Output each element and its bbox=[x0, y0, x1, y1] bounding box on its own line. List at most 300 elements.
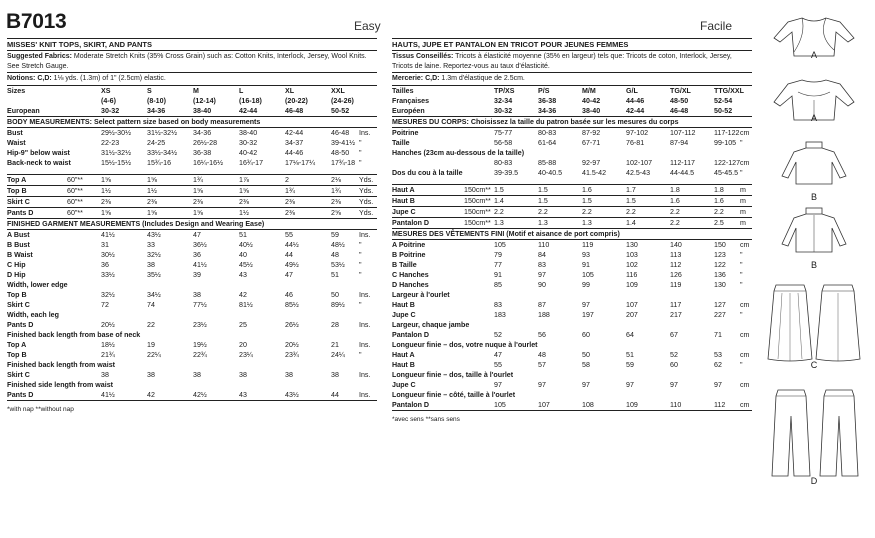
en-footnote: *with nap **without nap bbox=[7, 406, 74, 413]
row-label: Haut B bbox=[392, 301, 415, 309]
unit-cell: " bbox=[359, 138, 362, 147]
unit-cell: " bbox=[740, 311, 743, 319]
value-cell: 1.4 bbox=[626, 218, 670, 229]
value-cell: 112 bbox=[670, 261, 682, 269]
value-cell: 25 bbox=[239, 321, 247, 329]
value-cell: 97 bbox=[670, 381, 678, 389]
value-cell: 1.8 bbox=[670, 185, 714, 196]
view-d-pants-drawings bbox=[762, 388, 866, 480]
value-cell: 127 bbox=[714, 301, 726, 309]
value-cell: 80-83 bbox=[494, 158, 513, 167]
value-cell: 97 bbox=[538, 271, 546, 279]
value-cell: 81½ bbox=[239, 301, 253, 309]
value-cell: 99-105 bbox=[714, 138, 737, 147]
value-cell: 56-58 bbox=[494, 138, 513, 147]
value-cell: 1.5 bbox=[494, 185, 538, 196]
value-cell: 48 bbox=[538, 351, 546, 359]
en-fabrics: Suggested Fabrics: Moderate Stretch Knits (35% Cross Grain) such as: Cotton Knits, Interlock, Jersey, Wool Knits. See Stretch Gauge. bbox=[7, 53, 367, 70]
value-cell: 119 bbox=[670, 281, 682, 289]
value-cell: 33½-34½ bbox=[147, 148, 177, 157]
value-cell: 1.5 bbox=[582, 196, 626, 207]
value-cell: 1.5 bbox=[626, 196, 670, 207]
value-cell: 15¾-16 bbox=[147, 158, 172, 167]
row-label: Dos du cou à la taille bbox=[392, 168, 463, 177]
value-cell: 32½ bbox=[147, 251, 161, 259]
row-label: Pantalon D bbox=[392, 218, 464, 229]
value-cell: 122 bbox=[714, 261, 726, 269]
value-cell: 34½ bbox=[147, 291, 161, 299]
value-cell: 34-37 bbox=[285, 138, 304, 147]
value-cell: 38 bbox=[101, 371, 109, 379]
value-cell: 47 bbox=[494, 351, 502, 359]
size-code: S bbox=[147, 85, 193, 96]
value-cell: 40-42 bbox=[239, 148, 258, 157]
value-cell: 150 bbox=[714, 241, 726, 249]
sizes-label: Tailles bbox=[392, 85, 494, 96]
view-label: B bbox=[810, 192, 817, 202]
value-cell: 126 bbox=[670, 271, 682, 279]
view-label: B bbox=[810, 260, 817, 270]
value-cell: 44 bbox=[285, 251, 293, 259]
unit-cell: " bbox=[359, 241, 362, 249]
value-cell: 197 bbox=[582, 311, 594, 319]
value-cell: 43½ bbox=[147, 231, 161, 239]
value-cell: 117-122 bbox=[714, 128, 740, 137]
unit-cell: Yds. bbox=[359, 175, 377, 186]
value-cell: 38 bbox=[147, 261, 155, 269]
value-cell: 1¾ bbox=[193, 175, 239, 186]
value-cell: 112-117 bbox=[670, 158, 695, 167]
unit-cell bbox=[740, 106, 752, 117]
row-label: Poitrine bbox=[392, 128, 419, 137]
value-cell: 48-50 bbox=[331, 148, 350, 157]
value-cell: 59 bbox=[331, 231, 339, 239]
row-label: B Poitrine bbox=[392, 251, 426, 259]
size-francaises: 36-38 bbox=[538, 96, 557, 105]
row-label: A Bust bbox=[7, 231, 30, 239]
value-cell: 119 bbox=[582, 241, 594, 249]
value-cell: 77 bbox=[494, 261, 502, 269]
fabric-width: 150cm** bbox=[464, 218, 494, 229]
unit-cell: " bbox=[359, 351, 362, 359]
value-cell: 97 bbox=[494, 381, 502, 389]
view-c-skirt-drawings bbox=[762, 283, 866, 363]
row-label: Haut B bbox=[392, 196, 464, 207]
value-cell: 60 bbox=[670, 361, 678, 369]
value-cell: 42 bbox=[147, 390, 193, 401]
value-cell: 39 bbox=[193, 271, 201, 279]
unit-cell: " bbox=[359, 148, 362, 157]
size-code: XL bbox=[285, 85, 331, 96]
value-cell: 2.2 bbox=[494, 207, 538, 218]
value-cell: 40½ bbox=[239, 241, 253, 249]
row-label: Top B bbox=[7, 351, 27, 359]
value-cell: 46-48 bbox=[331, 128, 350, 137]
row-label: Haut A bbox=[392, 185, 464, 196]
value-cell: 32½ bbox=[101, 291, 115, 299]
value-cell: 130 bbox=[626, 241, 638, 249]
size-range: (4-6) bbox=[101, 96, 116, 105]
size-code: XXL bbox=[331, 85, 359, 96]
fr-footnote: *avec sens **sans sens bbox=[392, 416, 460, 423]
unit-cell bbox=[740, 96, 752, 106]
size-francaises: 40-42 bbox=[582, 96, 601, 105]
value-cell: 1⅝ bbox=[239, 186, 285, 197]
value-cell: 58 bbox=[582, 361, 590, 369]
unit-cell bbox=[359, 106, 377, 117]
fr-notions: Mercerie: C,D: 1.3m d'élastique de 2.5cm. bbox=[392, 75, 525, 82]
value-cell: 42½ bbox=[193, 390, 239, 401]
value-cell: 34-36 bbox=[193, 128, 212, 137]
value-cell: 105 bbox=[494, 241, 506, 249]
value-cell: 2.2 bbox=[714, 207, 740, 218]
sizes-label: Sizes bbox=[7, 85, 101, 96]
size-european: 46-48 bbox=[670, 106, 714, 117]
value-cell: 31 bbox=[101, 241, 109, 249]
value-cell: 41.5-42 bbox=[582, 168, 607, 177]
unit-cell: " bbox=[740, 168, 743, 177]
value-cell: 91 bbox=[494, 271, 502, 279]
value-cell: 1½ bbox=[147, 186, 193, 197]
row-label: Taille bbox=[392, 138, 410, 147]
unit-cell bbox=[359, 85, 377, 96]
row-label: Pants D bbox=[7, 390, 101, 401]
value-cell: 2.5 bbox=[714, 218, 740, 229]
fr-measurement-table bbox=[392, 85, 752, 412]
value-cell: 2⅜ bbox=[331, 197, 359, 208]
fr-fabrics: Tissus Conseillés: Tricots à élasticité moyenne (35% en largeur) tels que: Tricots de coton, Interlock, Jersey, Tricots de laine. Reportez-vous au taux d'élasticité. bbox=[392, 53, 732, 70]
value-cell: 1.8 bbox=[714, 185, 740, 196]
unit-cell: Ins. bbox=[359, 341, 371, 349]
value-cell: 33½ bbox=[101, 271, 115, 279]
value-cell: 102 bbox=[626, 261, 638, 269]
value-cell: 36 bbox=[101, 261, 109, 269]
value-cell: 21 bbox=[331, 341, 339, 349]
size-code: TTG/XXL bbox=[714, 86, 744, 95]
value-cell: 2⅜ bbox=[147, 197, 193, 208]
subheading: Finished back length from waist bbox=[7, 361, 115, 369]
subheading: Width, each leg bbox=[7, 311, 59, 319]
fabric-width: 60"** bbox=[67, 186, 101, 197]
row-label: Haut A bbox=[392, 351, 415, 359]
size-european: 50-52 bbox=[331, 106, 359, 117]
value-cell: 2⅜ bbox=[193, 197, 239, 208]
value-cell: 2⅜ bbox=[101, 197, 147, 208]
value-cell: 183 bbox=[494, 311, 506, 319]
size-range: (12-14) bbox=[193, 96, 216, 105]
value-cell: 1.5 bbox=[538, 196, 582, 207]
value-cell: 53½ bbox=[331, 261, 345, 269]
value-cell: 38 bbox=[193, 291, 201, 299]
unit-cell: cm bbox=[740, 301, 750, 309]
value-cell: 1¾ bbox=[331, 186, 359, 197]
view-label: D bbox=[810, 476, 818, 486]
value-cell: 77½ bbox=[193, 301, 207, 309]
value-cell: 92-97 bbox=[582, 158, 601, 167]
value-cell: 35½ bbox=[147, 271, 161, 279]
value-cell: 117 bbox=[670, 301, 682, 309]
value-cell: 64 bbox=[626, 331, 634, 339]
fabric-width: 150cm** bbox=[464, 196, 494, 207]
value-cell: 91 bbox=[582, 261, 590, 269]
unit-cell: " bbox=[740, 361, 743, 369]
value-cell: 38 bbox=[147, 371, 155, 379]
value-cell: 33 bbox=[147, 241, 155, 249]
body-measurements-title: BODY MEASUREMENTS: Select pattern size based on body measurements bbox=[7, 116, 377, 127]
size-code: M bbox=[193, 85, 239, 96]
value-cell: 188 bbox=[538, 311, 550, 319]
unit-cell: " bbox=[740, 261, 743, 269]
value-cell: 110 bbox=[538, 241, 550, 249]
unit-cell: " bbox=[359, 261, 362, 269]
value-cell: 1.6 bbox=[714, 196, 740, 207]
value-cell: 122-127 bbox=[714, 158, 741, 167]
value-cell: 1⅝ bbox=[193, 186, 239, 197]
value-cell: 44 bbox=[331, 390, 359, 401]
value-cell: 130 bbox=[714, 281, 726, 289]
row-label: Skirt C bbox=[7, 301, 30, 309]
value-cell: 57 bbox=[538, 361, 546, 369]
value-cell: 102-107 bbox=[626, 158, 653, 167]
value-cell: 26½-28 bbox=[193, 138, 218, 147]
value-cell: 29½-30½ bbox=[101, 128, 131, 137]
view-label: A bbox=[810, 50, 817, 60]
row-label bbox=[392, 158, 494, 168]
value-cell: 107-112 bbox=[670, 128, 696, 137]
row-label: D Hip bbox=[7, 271, 26, 279]
unit-cell: cm bbox=[740, 128, 750, 137]
view-b-back-drawing bbox=[762, 206, 866, 254]
size-code: TG/XL bbox=[670, 85, 714, 96]
size-code: G/L bbox=[626, 85, 670, 96]
value-cell: 85½ bbox=[285, 301, 299, 309]
value-cell: 50 bbox=[582, 351, 590, 359]
value-cell: 22¾ bbox=[193, 351, 207, 359]
subheading: Longueur finie – dos, taille à l'ourlet bbox=[392, 371, 514, 379]
european-label: Européen bbox=[392, 106, 494, 117]
value-cell: 46 bbox=[285, 291, 293, 299]
value-cell: 31½-32½ bbox=[101, 148, 131, 157]
value-cell: 56 bbox=[538, 331, 546, 339]
subheading: Width, lower edge bbox=[7, 281, 68, 289]
value-cell: 1.6 bbox=[582, 185, 626, 196]
value-cell: 2.2 bbox=[670, 207, 714, 218]
value-cell: 112 bbox=[714, 400, 740, 411]
value-cell: 2.2 bbox=[670, 218, 714, 229]
value-cell: 44½ bbox=[285, 241, 299, 249]
value-cell: 2 bbox=[285, 175, 331, 186]
subheading: Largeur à l'ourlet bbox=[392, 291, 450, 299]
row-label: C Hip bbox=[7, 261, 26, 269]
value-cell: 48 bbox=[331, 251, 339, 259]
value-cell: 45½ bbox=[239, 261, 253, 269]
value-cell: 1.3 bbox=[582, 218, 626, 229]
value-cell: 2.2 bbox=[538, 207, 582, 218]
row-label: Bust bbox=[7, 128, 23, 137]
value-cell: 38 bbox=[285, 371, 293, 379]
subheading: Finished side length from waist bbox=[7, 381, 114, 389]
english-column bbox=[7, 38, 377, 415]
value-cell: 83 bbox=[538, 261, 546, 269]
unit-cell: " bbox=[740, 271, 743, 279]
value-cell: 61-64 bbox=[538, 138, 557, 147]
size-range: (24-26) bbox=[331, 96, 354, 105]
value-cell: 30½ bbox=[101, 251, 115, 259]
value-cell: 1¾ bbox=[285, 186, 331, 197]
value-cell: 51 bbox=[239, 231, 247, 239]
size-european: 42-44 bbox=[626, 106, 670, 117]
value-cell: 1⅝ bbox=[147, 175, 193, 186]
value-cell: 93 bbox=[582, 251, 590, 259]
unit-cell: Yds. bbox=[359, 186, 377, 197]
row-label: B Taille bbox=[392, 261, 417, 269]
spacer bbox=[7, 168, 377, 175]
value-cell: 19 bbox=[147, 341, 155, 349]
unit-cell: cm bbox=[740, 351, 750, 359]
value-cell: 15½-15½ bbox=[101, 158, 131, 167]
value-cell: 2⅜ bbox=[239, 197, 285, 208]
size-range: (8-10) bbox=[147, 96, 166, 105]
value-cell: 80-83 bbox=[538, 128, 557, 137]
value-cell: 1⅝ bbox=[147, 208, 193, 219]
francaises-label: Françaises bbox=[392, 96, 430, 105]
row-label: Hip-9" below waist bbox=[7, 148, 70, 157]
value-cell: 40-40.5 bbox=[538, 168, 563, 177]
value-cell: 28 bbox=[331, 321, 339, 329]
value-cell: 97 bbox=[582, 381, 590, 389]
value-cell: 40 bbox=[239, 251, 247, 259]
size-european: 34-36 bbox=[538, 106, 582, 117]
value-cell: 44-46 bbox=[285, 148, 304, 157]
value-cell: 2.2 bbox=[582, 207, 626, 218]
unit-cell: Ins. bbox=[359, 390, 377, 401]
value-cell: 47 bbox=[193, 231, 201, 239]
value-cell: 67-71 bbox=[582, 138, 601, 147]
value-cell: 75-77 bbox=[494, 128, 513, 137]
value-cell: 1.5 bbox=[538, 185, 582, 196]
subheading: Hanches (23cm au-dessous de la taille) bbox=[392, 148, 525, 157]
value-cell: 97 bbox=[626, 381, 634, 389]
size-code: TP/XS bbox=[494, 85, 538, 96]
value-cell: 1⅝ bbox=[101, 208, 147, 219]
value-cell: 22-23 bbox=[101, 138, 120, 147]
value-cell: 38 bbox=[193, 371, 201, 379]
view-b-front-drawing bbox=[762, 140, 866, 186]
value-cell: 42.5-43 bbox=[626, 168, 651, 177]
size-range: (20-22) bbox=[285, 96, 308, 105]
value-cell: 85 bbox=[494, 281, 502, 289]
row-label: D Hanches bbox=[392, 281, 429, 289]
value-cell: 108 bbox=[582, 400, 626, 411]
value-cell: 47 bbox=[285, 271, 293, 279]
row-label: Top A bbox=[7, 175, 67, 186]
value-cell: 41½ bbox=[101, 231, 115, 239]
french-column bbox=[392, 38, 752, 425]
size-code: M/M bbox=[582, 85, 626, 96]
subheading: Finished back length from base of neck bbox=[7, 331, 141, 339]
row-label: Skirt C bbox=[7, 197, 67, 208]
unit-cell: cm bbox=[740, 241, 750, 249]
value-cell: 16¼-16½ bbox=[193, 158, 223, 167]
row-label: B Waist bbox=[7, 251, 33, 259]
value-cell: 38-40 bbox=[239, 128, 258, 137]
value-cell: 52 bbox=[670, 351, 678, 359]
value-cell: 227 bbox=[714, 311, 726, 319]
row-label: Jupe C bbox=[392, 311, 416, 319]
value-cell: 107 bbox=[626, 301, 638, 309]
unit-cell: " bbox=[740, 138, 743, 147]
finished-measurements-title: FINISHED GARMENT MEASUREMENTS (Includes Design and Wearing Ease) bbox=[7, 219, 377, 230]
value-cell: 26½ bbox=[285, 321, 299, 329]
value-cell: 72 bbox=[101, 301, 109, 309]
en-notions: Notions: C,D: 1⅛ yds. (1.3m) of 1" (2.5cm) elastic. bbox=[7, 75, 166, 82]
value-cell: 45-45.5 bbox=[714, 168, 739, 177]
value-cell: 2⅜ bbox=[285, 208, 331, 219]
fabric-width: 60"** bbox=[67, 208, 101, 219]
value-cell: 1⅝ bbox=[101, 175, 147, 186]
value-cell: 36-38 bbox=[193, 148, 212, 157]
body-measurements-title: MESURES DU CORPS: Choisissez la taille du patron basée sur les mesures du corps bbox=[392, 116, 752, 127]
value-cell: 2⅝ bbox=[331, 208, 359, 219]
value-cell: 67 bbox=[670, 331, 678, 339]
value-cell: 105 bbox=[582, 271, 594, 279]
row-label: Pants D bbox=[7, 321, 34, 329]
value-cell: 39-41½ bbox=[331, 138, 356, 147]
value-cell: 90 bbox=[538, 281, 546, 289]
unit-cell bbox=[359, 96, 377, 106]
fabric-width: 60"** bbox=[67, 175, 101, 186]
unit-cell: m bbox=[740, 207, 752, 218]
value-cell: 51 bbox=[331, 271, 339, 279]
pattern-number: B7013 bbox=[6, 10, 67, 33]
value-cell: 1.3 bbox=[538, 218, 582, 229]
size-francaises: 48-50 bbox=[670, 96, 689, 105]
value-cell: 89½ bbox=[331, 301, 345, 309]
size-european: 30-32 bbox=[101, 106, 147, 117]
value-cell: 103 bbox=[626, 251, 638, 259]
value-cell: 52 bbox=[494, 331, 502, 339]
value-cell: 1.7 bbox=[626, 185, 670, 196]
row-label: Top B bbox=[7, 291, 27, 299]
unit-cell: " bbox=[359, 251, 362, 259]
value-cell: 55 bbox=[285, 231, 293, 239]
size-code: XS bbox=[101, 85, 147, 96]
value-cell: 1.6 bbox=[670, 196, 714, 207]
size-code: P/S bbox=[538, 85, 582, 96]
value-cell: 22 bbox=[147, 321, 155, 329]
value-cell: 41½ bbox=[101, 390, 147, 401]
value-cell: 20½ bbox=[285, 341, 299, 349]
unit-cell: Yds. bbox=[359, 197, 377, 208]
unit-cell: m bbox=[740, 185, 752, 196]
size-code: L bbox=[239, 85, 285, 96]
value-cell: 16¾-17 bbox=[239, 158, 264, 167]
value-cell: 109 bbox=[626, 281, 638, 289]
value-cell: 55 bbox=[494, 361, 502, 369]
value-cell: 2⅛ bbox=[331, 175, 359, 186]
value-cell: 1⅞ bbox=[239, 175, 285, 186]
value-cell: 18½ bbox=[101, 341, 115, 349]
unit-cell: cm bbox=[740, 158, 750, 167]
value-cell: 53 bbox=[714, 351, 722, 359]
en-measurement-table bbox=[7, 85, 377, 402]
value-cell: 99 bbox=[582, 281, 590, 289]
finished-measurements-title: MESURES DES VÊTEMENTS FINI (Motif et aisance de port compris) bbox=[392, 229, 752, 240]
size-european: 46-48 bbox=[285, 106, 331, 117]
value-cell: 51 bbox=[626, 351, 634, 359]
value-cell: 23¾ bbox=[285, 351, 299, 359]
value-cell: 22¼ bbox=[147, 351, 161, 359]
